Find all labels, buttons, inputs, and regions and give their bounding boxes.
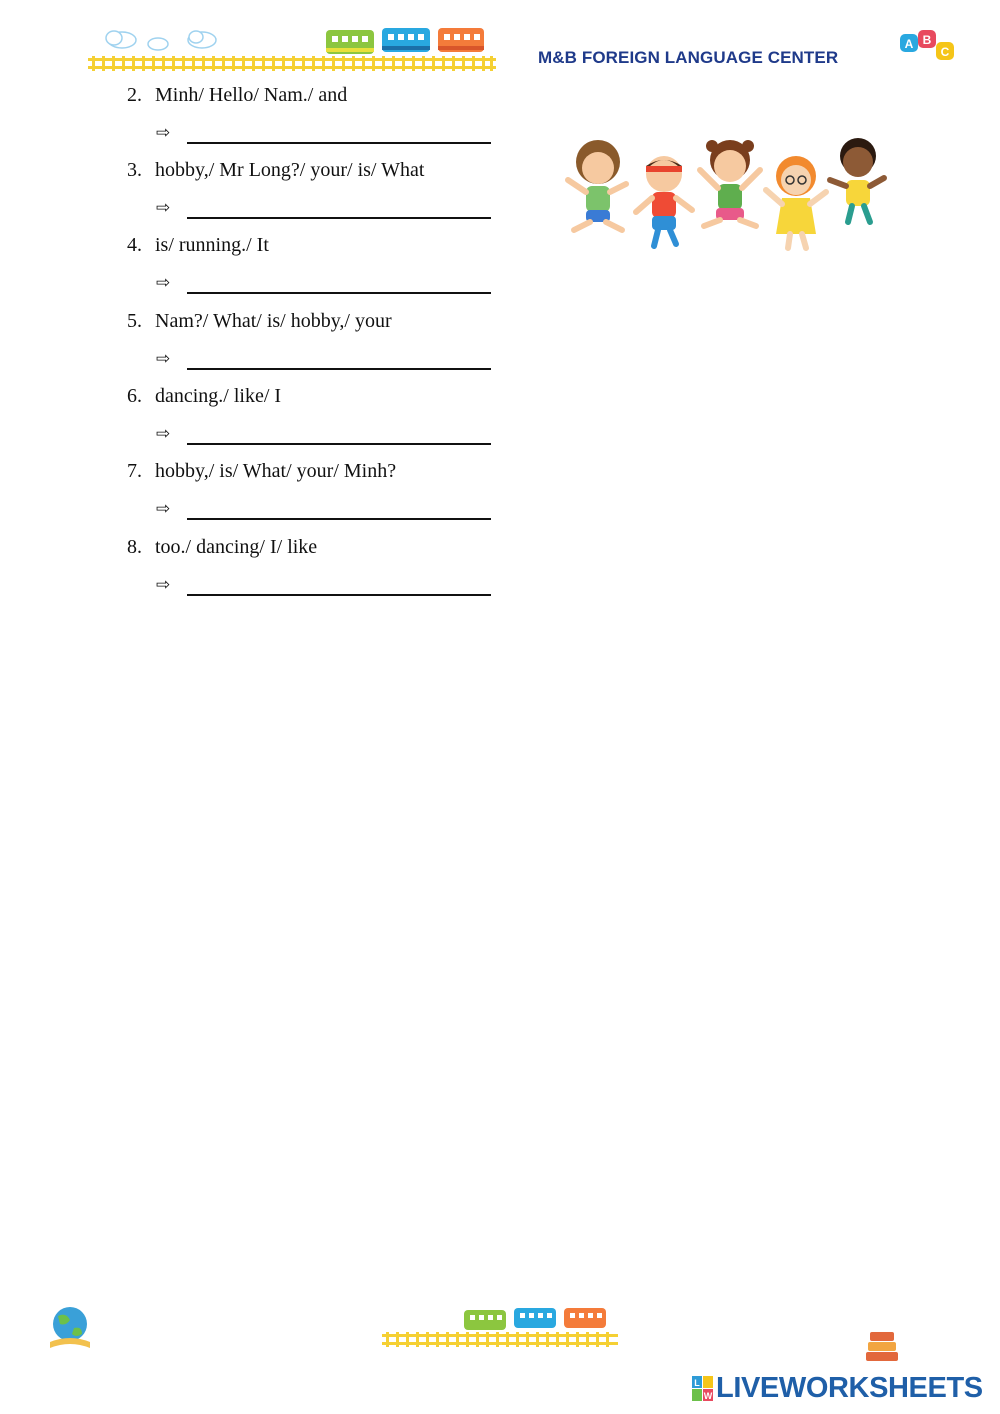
- answer-line: [187, 594, 491, 596]
- exercise-number: 4.: [127, 234, 142, 256]
- exercise-item: [112, 385, 532, 455]
- train-car-orange-icon: [438, 28, 484, 52]
- answer-line: [187, 368, 491, 370]
- answer-field[interactable]: [187, 268, 491, 292]
- exercise-number: 3.: [127, 159, 142, 181]
- answer-arrow-icon: ⇨: [156, 349, 171, 369]
- exercise-item: [112, 536, 532, 606]
- train-car-blue-icon: [382, 28, 430, 52]
- exercise-item: [112, 159, 532, 229]
- train-car-green-icon: [326, 30, 374, 54]
- exercise-item: [112, 460, 532, 530]
- liveworksheets-brand[interactable]: LIVEWORKSHEETS: [716, 1372, 983, 1404]
- exercise-number: 6.: [127, 385, 142, 407]
- answer-line: [187, 217, 491, 219]
- answer-line: [187, 518, 491, 520]
- answer-arrow-icon: ⇨: [156, 273, 171, 293]
- liveworksheets-logo-icon: [692, 1376, 714, 1402]
- exercise-item: [112, 310, 532, 380]
- answer-field[interactable]: [187, 494, 491, 518]
- exercise-item: [112, 84, 532, 154]
- abc-letter-c: C: [940, 45, 950, 59]
- kid-icon: [700, 140, 760, 226]
- kid-icon: [636, 156, 692, 246]
- answer-line: [187, 142, 491, 144]
- logo-letter-w: W: [703, 1391, 713, 1401]
- answer-arrow-icon: ⇨: [156, 198, 171, 218]
- answer-line: [187, 292, 491, 294]
- exercise-prompt: Nam?/ What/ is/ hobby,/ your: [155, 310, 392, 332]
- answer-field[interactable]: [187, 344, 491, 368]
- exercise-item: [112, 234, 532, 304]
- train-car-green-icon: [464, 1310, 506, 1330]
- answer-field[interactable]: [187, 570, 491, 594]
- abc-letter-b: B: [922, 33, 932, 47]
- books-icon: [862, 1326, 902, 1366]
- exercise-number: 8.: [127, 536, 142, 558]
- kid-icon: [830, 138, 884, 222]
- exercise-prompt: Minh/ Hello/ Nam./ and: [155, 84, 348, 106]
- globe-book-icon: [48, 1304, 94, 1350]
- abc-letter-a: A: [904, 37, 914, 51]
- answer-field[interactable]: [187, 419, 491, 443]
- kid-icon: [568, 140, 626, 230]
- abc-badge-icon: [898, 28, 960, 68]
- answer-field[interactable]: [187, 193, 491, 217]
- kid-icon: [766, 156, 826, 248]
- exercise-number: 7.: [127, 460, 142, 482]
- answer-arrow-icon: ⇨: [156, 123, 171, 143]
- train-car-blue-icon: [514, 1308, 556, 1328]
- exercise-prompt: hobby,/ is/ What/ your/ Minh?: [155, 460, 397, 482]
- answer-field[interactable]: [187, 118, 491, 142]
- answer-arrow-icon: ⇨: [156, 424, 171, 444]
- exercise-prompt: too./ dancing/ I/ like: [155, 536, 318, 558]
- jumping-kids-illustration: [560, 130, 894, 256]
- answer-line: [187, 443, 491, 445]
- exercise-prompt: is/ running./ It: [155, 234, 269, 256]
- center-name: M&B FOREIGN LANGUAGE CENTER: [538, 48, 839, 67]
- train-car-orange-icon: [564, 1308, 606, 1328]
- answer-arrow-icon: ⇨: [156, 575, 171, 595]
- exercise-number: 5.: [127, 310, 142, 332]
- exercise-prompt: hobby,/ Mr Long?/ your/ is/ What: [155, 159, 425, 181]
- track-icon: [88, 56, 496, 71]
- logo-letter-l: L: [694, 1378, 700, 1388]
- exercise-number: 2.: [127, 84, 142, 106]
- answer-arrow-icon: ⇨: [156, 499, 171, 519]
- cloud-icon: [106, 31, 216, 50]
- exercise-prompt: dancing./ like/ I: [155, 385, 282, 407]
- train-footer-illustration: [380, 1306, 620, 1352]
- train-header-illustration: [86, 24, 498, 74]
